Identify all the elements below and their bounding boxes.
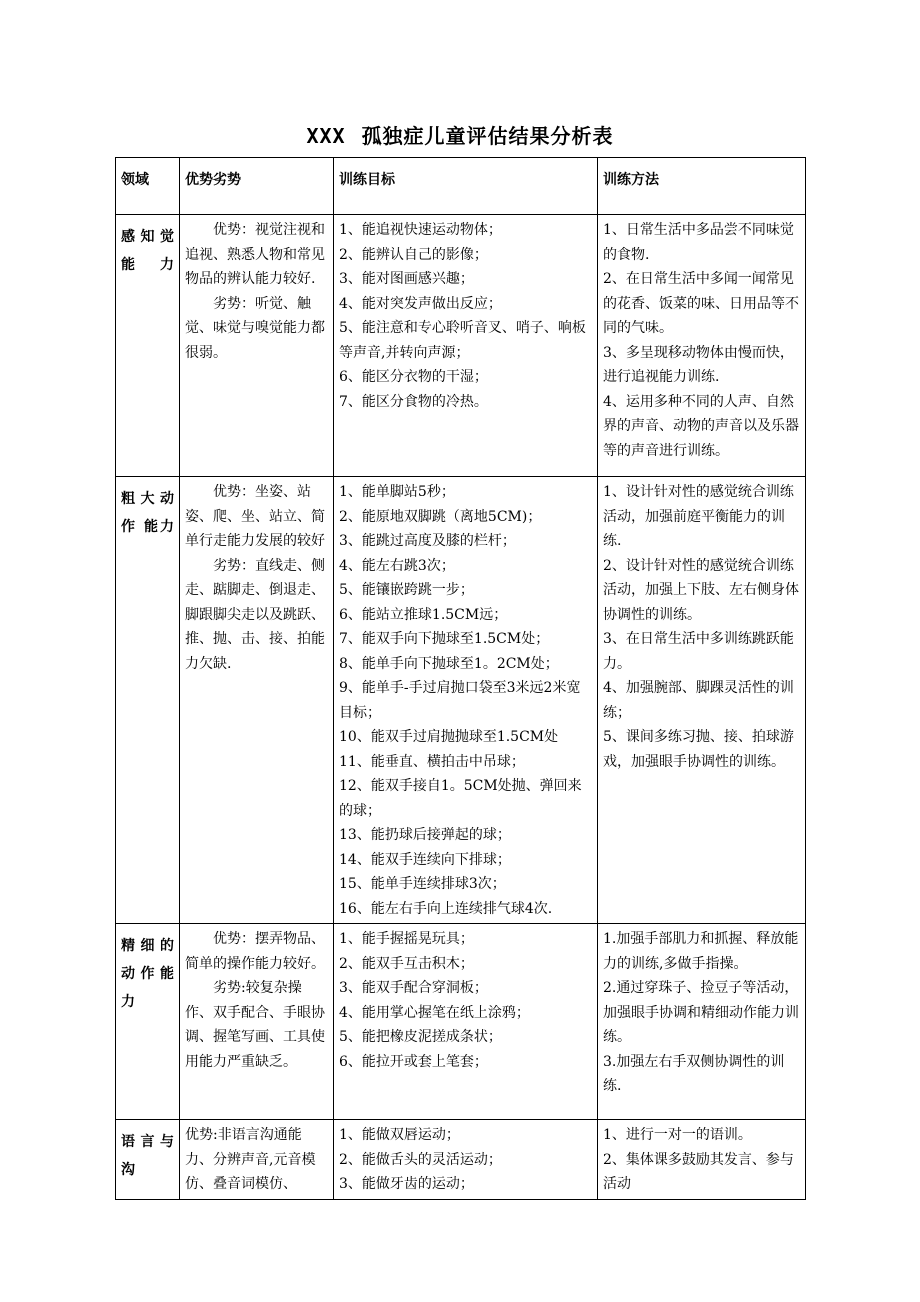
- page-title: [0, 120, 920, 149]
- goal-item: 5、能把橡皮泥搓成条状；: [339, 1029, 502, 1045]
- strengths-cell: [180, 924, 334, 1120]
- method-item: 1、设计针对性的感觉统合训练活动，加强前庭平衡能力的训练.: [603, 484, 794, 549]
- methods-cell: [598, 924, 806, 1120]
- goals-cell: [334, 215, 598, 477]
- goal-item: 5、能镶嵌跨跳一步；: [339, 582, 474, 598]
- methods-cell: [598, 1120, 806, 1200]
- strengths-cell: [180, 477, 334, 924]
- weakness-text: 劣势:较复杂操作、双手配合、手眼协调、握笔写画、工具使用能力严重缺乏。: [185, 980, 325, 1070]
- goal-item: 16、能左右手向上连续排气球4次.: [339, 900, 553, 917]
- goal-item: 7、能区分食物的冷热。: [339, 393, 488, 410]
- goal-item: 3、能双手配合穿洞板；: [339, 980, 488, 996]
- header-goals: 训练目标: [334, 158, 598, 215]
- header-strengths: 优势劣势: [180, 158, 334, 215]
- goal-item: 3、能做牙齿的运动；: [339, 1176, 474, 1192]
- header-methods: 训练方法: [598, 158, 806, 215]
- method-item: 2、在日常生活中多闻一闻常见的花香、饭菜的味、日用品等不同的气味。: [603, 271, 799, 336]
- domain-cell: 语 言 与 沟: [116, 1120, 180, 1200]
- method-item: 2、设计针对性的感觉统合训练活动，加强上下肢、左右侧身体协调性的训练。: [603, 557, 799, 623]
- method-item: 1.加强手部肌力和抓握、释放能力的训练,多做手指操。: [603, 931, 799, 972]
- goal-item: 8、能单手向下抛球至1。2CM处；: [339, 655, 559, 672]
- method-item: 3、在日常生活中多训练跳跃能力。: [603, 631, 794, 672]
- goal-item: 9、能单手-手过肩抛口袋至3米远2米宽目标；: [339, 680, 581, 721]
- goal-item: 15、能单手连续排球3次；: [339, 876, 506, 892]
- goal-item: 11、能垂直、横拍击中吊球；: [339, 753, 525, 770]
- strengths-cell: [180, 215, 334, 477]
- goal-item: 1、能追视快速运动物体；: [339, 222, 502, 238]
- table-row: [116, 1120, 806, 1200]
- method-item: 2.通过穿珠子、捡豆子等活动，加强眼手协调和精细动作能力训练。: [603, 980, 799, 1045]
- title-code: XXX: [306, 124, 346, 148]
- goals-cell: [334, 924, 598, 1120]
- strength-text: 优势：摆弄物品、简单的操作能力较好。: [185, 931, 325, 972]
- method-item: 4、加强腕部、脚踝灵活性的训练；: [603, 680, 794, 721]
- methods-cell: [598, 215, 806, 477]
- goal-item: 3、能对图画感兴趣；: [339, 271, 474, 287]
- strength-text: 优势：视觉注视和追视、熟悉人物和常见物品的辨认能力较好.: [185, 222, 325, 287]
- domain-cell: 感 知 觉 能 力: [116, 215, 180, 477]
- goal-item: 1、能单脚站5秒；: [339, 484, 455, 500]
- goal-item: 3、能跳过高度及膝的栏杆；: [339, 533, 516, 549]
- goal-item: 6、能拉开或套上笔套；: [339, 1053, 488, 1070]
- goal-item: 5、能注意和专心聆听音叉、哨子、响板等声音,并转向声源；: [339, 320, 586, 361]
- methods-cell: [598, 477, 806, 924]
- table-row: [116, 924, 806, 1120]
- weakness-text: 劣势：直线走、侧走、踮脚走、倒退走、脚跟脚尖走以及跳跃、推、抛、击、接、拍能力欠缺.: [185, 557, 325, 672]
- goal-item: 4、能对突发声做出反应；: [339, 295, 502, 312]
- weakness-text: 劣势：听觉、触觉、味觉与嗅觉能力都很弱。: [185, 295, 325, 361]
- goal-item: 1、能做双唇运动；: [339, 1127, 460, 1143]
- goal-item: 2、能辨认自己的影像；: [339, 246, 488, 263]
- method-item: 5、课间多练习抛、接、拍球游戏，加强眼手协调性的训练。: [603, 729, 794, 770]
- goal-item: 6、能区分衣物的干湿；: [339, 369, 488, 385]
- strengths-cell: [180, 1120, 334, 1200]
- goal-item: 7、能双手向下抛球至1.5CM处；: [339, 631, 550, 647]
- goal-item: 4、能左右跳3次；: [339, 557, 455, 574]
- header-row: [116, 158, 806, 215]
- method-item: 4、运用多种不同的人声、自然界的声音、动物的声音以及乐器等的声音进行训练。: [603, 393, 799, 459]
- header-domain: 领域: [116, 158, 180, 215]
- method-item: 2、集体课多鼓励其发言、参与活动: [603, 1151, 794, 1192]
- goal-item: 12、能双手接自1。5CM处抛、弹回来的球；: [339, 778, 582, 819]
- goal-item: 2、能原地双脚跳（离地5CM)；: [339, 508, 542, 525]
- method-item: 1、日常生活中多品尝不同味觉的食物.: [603, 222, 794, 263]
- goal-item: 10、能双手过肩抛抛球至1.5CM处: [339, 729, 559, 745]
- table-row: [116, 477, 806, 924]
- goal-item: 4、能用掌心握笔在纸上涂鸦；: [339, 1004, 530, 1021]
- goal-item: 2、能做舌头的灵活运动；: [339, 1151, 502, 1168]
- domain-cell: 精 细 的 动 作 能 力: [116, 924, 180, 1120]
- goal-item: 6、能站立推球1.5CM远；: [339, 606, 508, 623]
- goals-cell: [334, 1120, 598, 1200]
- method-item: 3.加强左右手双侧协调性的训练.: [603, 1053, 785, 1094]
- strength-text: 优势：坐姿、站姿、爬、坐、站立、简单行走能力发展的较好: [185, 484, 325, 549]
- title-text: 孤独症儿童评估结果分析表: [361, 124, 614, 148]
- table-row: [116, 215, 806, 477]
- method-item: 1、进行一对一的语训。: [603, 1127, 752, 1143]
- assessment-table: [115, 157, 806, 1200]
- goals-cell: [334, 477, 598, 924]
- goal-item: 13、能扔球后接弹起的球；: [339, 827, 511, 843]
- method-item: 3、多呈现移动物体由慢而快，进行追视能力训练.: [603, 344, 794, 385]
- goal-item: 14、能双手连续向下排球；: [339, 851, 511, 868]
- strength-text: 优势:非语言沟通能力、分辨声音,元音模仿、叠音词模仿、: [185, 1127, 316, 1192]
- goal-item: 1、能手握摇晃玩具；: [339, 931, 474, 947]
- domain-cell: 粗 大 动 作 能力: [116, 477, 180, 924]
- goal-item: 2、能双手互击积木；: [339, 955, 474, 972]
